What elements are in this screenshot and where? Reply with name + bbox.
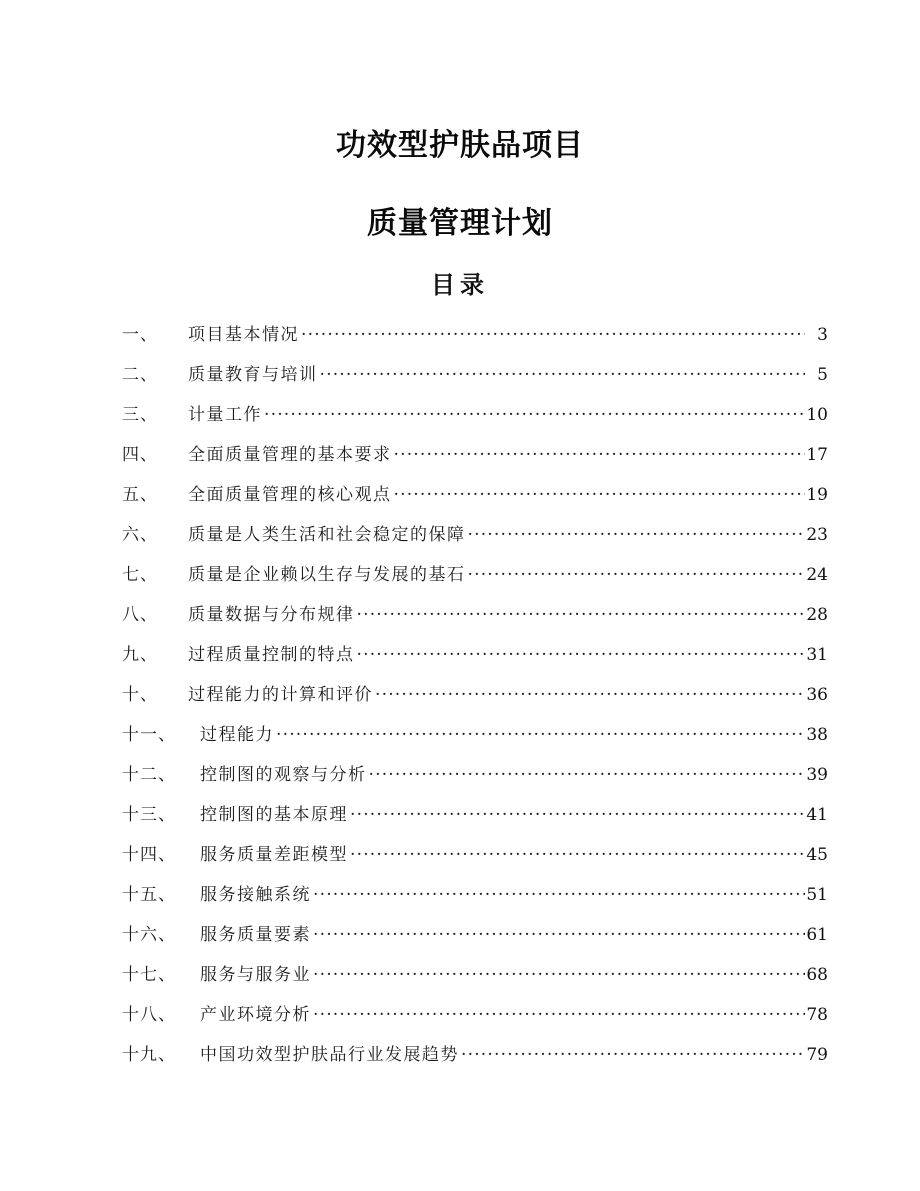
toc-entry-number: 八、 [122, 605, 158, 625]
toc-entry[interactable] [122, 680, 828, 720]
toc-entry[interactable] [122, 760, 828, 800]
toc-entry[interactable] [122, 960, 828, 1000]
toc-entry[interactable] [122, 720, 828, 760]
toc-dot-leader [264, 403, 805, 420]
toc-entry-page-number: 38 [806, 725, 828, 745]
toc-dot-leader [468, 523, 806, 540]
toc-dot-leader [357, 643, 806, 660]
toc-entry[interactable] [122, 360, 828, 400]
toc-entry-page-number: 41 [806, 805, 828, 825]
toc-entry-number: 七、 [122, 565, 158, 585]
toc-entry-page-number: 78 [806, 1005, 828, 1025]
toc-entry-number: 十三、 [122, 805, 176, 825]
toc-entry-number: 十一、 [122, 725, 176, 745]
toc-dot-leader [301, 323, 805, 340]
toc-entry-page-number: 5 [817, 365, 828, 385]
toc-dot-leader [394, 443, 806, 460]
toc-entry-label: 过程质量控制的特点 [188, 645, 355, 665]
toc-entry-label: 质量是人类生活和社会稳定的保障 [188, 525, 466, 545]
toc-entry-label: 服务与服务业 [200, 965, 311, 985]
document-title-block [0, 118, 920, 252]
toc-entry-label: 服务接触系统 [200, 885, 311, 905]
toc-entry-label: 中国功效型护肤品行业发展趋势 [200, 1045, 459, 1065]
toc-entry-number: 二、 [122, 365, 158, 385]
toc-entry[interactable] [122, 560, 828, 600]
document-title-line-2: 质量管理计划 [367, 206, 553, 241]
toc-entry-label: 全面质量管理的核心观点 [188, 485, 392, 505]
toc-dot-leader [276, 723, 805, 740]
toc-entry-label: 控制图的基本原理 [200, 805, 348, 825]
toc-entry[interactable] [122, 600, 828, 640]
toc-dot-leader [350, 843, 805, 860]
toc-entry-page-number: 31 [806, 645, 828, 665]
toc-entry-number: 三、 [122, 405, 158, 425]
toc-entry-number: 十五、 [122, 885, 176, 905]
toc-entry-label: 项目基本情况 [188, 325, 299, 345]
toc-dot-leader [461, 1043, 805, 1060]
toc-entry-number: 一、 [122, 325, 158, 345]
toc-entry-number: 六、 [122, 525, 158, 545]
toc-entry[interactable] [122, 520, 828, 560]
toc-entry-page-number: 24 [806, 565, 828, 585]
toc-entry[interactable] [122, 920, 828, 960]
toc-entry[interactable] [122, 440, 828, 480]
toc-dot-leader [357, 603, 806, 620]
toc-entry-number: 十、 [122, 685, 158, 705]
toc-entry[interactable] [122, 1040, 828, 1080]
toc-entry-label: 控制图的观察与分析 [200, 765, 367, 785]
toc-entry-page-number: 79 [806, 1045, 828, 1065]
toc-entry-page-number: 51 [806, 885, 828, 905]
toc-entry-number: 十九、 [122, 1045, 176, 1065]
toc-entry[interactable] [122, 800, 828, 840]
toc-entry[interactable] [122, 840, 828, 880]
toc-entry-label: 服务质量要素 [200, 925, 311, 945]
toc-entry-number: 十六、 [122, 925, 176, 945]
toc-dot-leader [313, 923, 805, 940]
toc-dot-leader [369, 763, 806, 780]
toc-dot-leader [394, 483, 806, 500]
toc-entry-page-number: 10 [806, 405, 828, 425]
toc-entry-number: 十二、 [122, 765, 176, 785]
toc-entry-label: 质量是企业赖以生存与发展的基石 [188, 565, 466, 585]
toc-entry-page-number: 3 [817, 325, 828, 345]
toc-entry-label: 过程能力的计算和评价 [188, 685, 373, 705]
toc-entry-page-number: 61 [806, 925, 828, 945]
toc-entry[interactable] [122, 1000, 828, 1040]
toc-entry-page-number: 39 [806, 765, 828, 785]
toc-entry[interactable] [122, 880, 828, 920]
toc-entry-label: 服务质量差距模型 [200, 845, 348, 865]
toc-entry-label: 全面质量管理的基本要求 [188, 445, 392, 465]
table-of-contents-list [122, 320, 828, 1080]
toc-entry[interactable] [122, 400, 828, 440]
toc-entry-number: 十四、 [122, 845, 176, 865]
toc-entry-page-number: 45 [806, 845, 828, 865]
table-of-contents-heading: 目录 [431, 270, 489, 299]
toc-dot-leader [320, 363, 806, 380]
toc-entry-number: 九、 [122, 645, 158, 665]
toc-entry-number: 五、 [122, 485, 158, 505]
toc-entry[interactable] [122, 480, 828, 520]
toc-entry-label: 质量数据与分布规律 [188, 605, 355, 625]
toc-entry-page-number: 17 [806, 445, 828, 465]
toc-entry-page-number: 68 [806, 965, 828, 985]
toc-dot-leader [468, 563, 806, 580]
toc-entry-label: 质量教育与培训 [188, 365, 318, 385]
toc-entry[interactable] [122, 320, 828, 360]
document-title-line-1: 功效型护肤品项目 [336, 128, 584, 163]
toc-dot-leader [350, 803, 805, 820]
toc-entry[interactable] [122, 640, 828, 680]
toc-dot-leader [313, 963, 805, 980]
toc-dot-leader [313, 883, 805, 900]
toc-entry-label: 过程能力 [200, 725, 274, 745]
toc-entry-number: 十七、 [122, 965, 176, 985]
toc-dot-leader [375, 683, 805, 700]
toc-entry-number: 十八、 [122, 1005, 176, 1025]
toc-entry-page-number: 23 [806, 525, 828, 545]
toc-entry-page-number: 28 [806, 605, 828, 625]
toc-entry-page-number: 19 [806, 485, 828, 505]
toc-entry-number: 四、 [122, 445, 158, 465]
toc-entry-label: 产业环境分析 [200, 1005, 311, 1025]
toc-entry-label: 计量工作 [188, 405, 262, 425]
toc-entry-page-number: 36 [806, 685, 828, 705]
toc-dot-leader [313, 1003, 805, 1020]
